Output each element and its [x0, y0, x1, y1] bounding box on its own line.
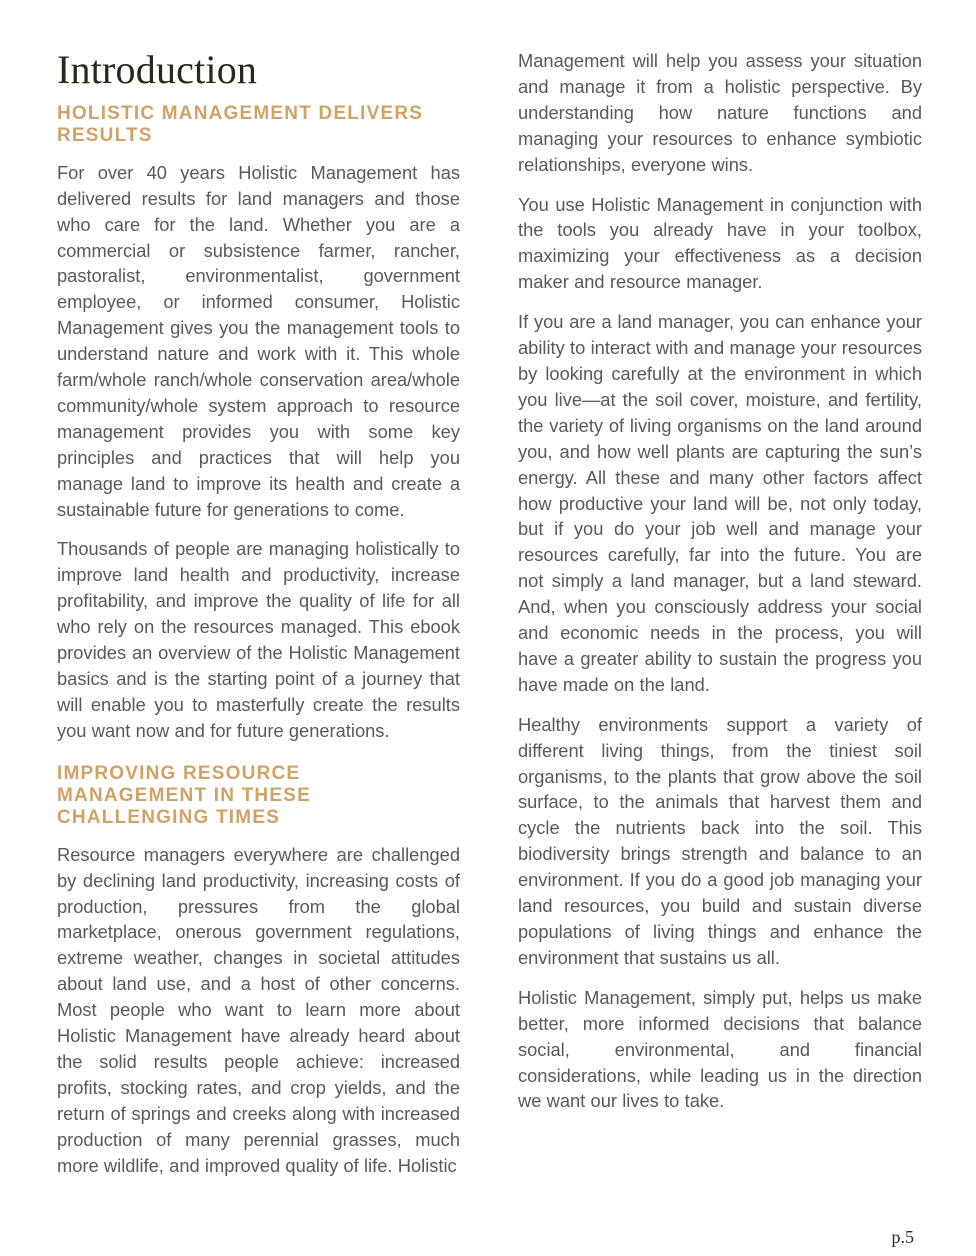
paragraph: Thousands of people are managing holistically to improve land health and productivity, increase profitability, and improve the quality of life for all who rely on the resources managed. This ebook provides an overview of the Holistic Management basics and is the starting point of a journey that will enable you to masterfully create the results you want now and for future generations.: [57, 538, 460, 741]
two-column-layout: [57, 48, 921, 1193]
page-title: Introduction: [57, 47, 258, 92]
paragraph: Management will help you assess your situation and manage it from a holistic perspective. By understanding how nature functions and managing your resources to enhance symbiotic relationships, everyone wins.: [518, 50, 922, 175]
section-heading-holistic-management-delivers-results: [57, 103, 460, 147]
paragraph: Holistic Management, simply put, helps us make better, more informed decisions that balance social, environmental, and financial considerations, while leading us in the direction we want our lives to take.: [518, 986, 922, 1112]
paragraph: If you are a land manager, you can enhance your ability to interact with and manage your resources by looking carefully at the environment in which you live—at the soil cover, moisture, and fertility, the variety of living organisms on the land around you, and how well plants are capturing the sun’s energy. All these and many other factors affect how productive your land will be, not only today, but if you do your job well and manage your resources carefully, far into the future. You are not simply a land manager, but a land steward. And, when you consciously address your social and economic needs in the process, you will have a greater ability to sustain the progress you have made on the land.: [518, 311, 922, 695]
paragraph: Healthy environments support a variety of different living things, from the tiniest soil organisms, to the plants that grow above the soil surface, to the animals that harvest them and cycle the nutrients back into the soil. This biodiversity brings strength and balance to an environment. If you do a good job managing your land resources, you build and sustain diverse populations of living things and enhance the environment that sustains us all.: [518, 713, 922, 968]
section-heading-line: IMPROVING RESOURCE: [57, 762, 301, 784]
section-heading-line: MANAGEMENT IN THESE: [57, 784, 311, 806]
paragraph: You use Holistic Management in conjunction with the tools you already have in your toolbox, maximizing your effectiveness as a decision maker and resource manager.: [518, 193, 922, 293]
section-heading-improving-resource-management: [57, 763, 460, 829]
paragraph: Resource managers everywhere are challenged by declining land productivity, increasing costs of production, pressures from the global marketplace, onerous government regulations, extreme weather, changes in societal attitudes about land use, and a host of other concerns. Most people who want to learn more about Holistic Management have already heard about the solid results people achieve: increased profits, stocking rates, and crop yields, and the return of springs and creeks along with increased production of many perennial grasses, much more wildlife, and improved quality of life. Holistic: [57, 843, 460, 1176]
page-number: p.5: [891, 1227, 914, 1247]
left-column: [57, 48, 460, 1193]
paragraph: For over 40 years Holistic Management has delivered results for land managers and those who care for the land. Whether you are a commercial or subsistence farmer, rancher, pastoralist, environmentalist, government employee, or informed consumer, Holistic Management gives you the management tools to understand nature and work with it. This whole farm/whole ranch/whole conservation area/whole community/whole system approach to resource management provides you with some key principles and practices that will help you manage land to improve its health and create a sustainable future for generations to come.: [57, 161, 460, 520]
section-heading-line: CHALLENGING TIMES: [57, 806, 281, 828]
section-heading-line: HOLISTIC MANAGEMENT DELIVERS: [57, 102, 424, 124]
section-heading-line: RESULTS: [57, 124, 153, 146]
right-column: [518, 48, 922, 1128]
